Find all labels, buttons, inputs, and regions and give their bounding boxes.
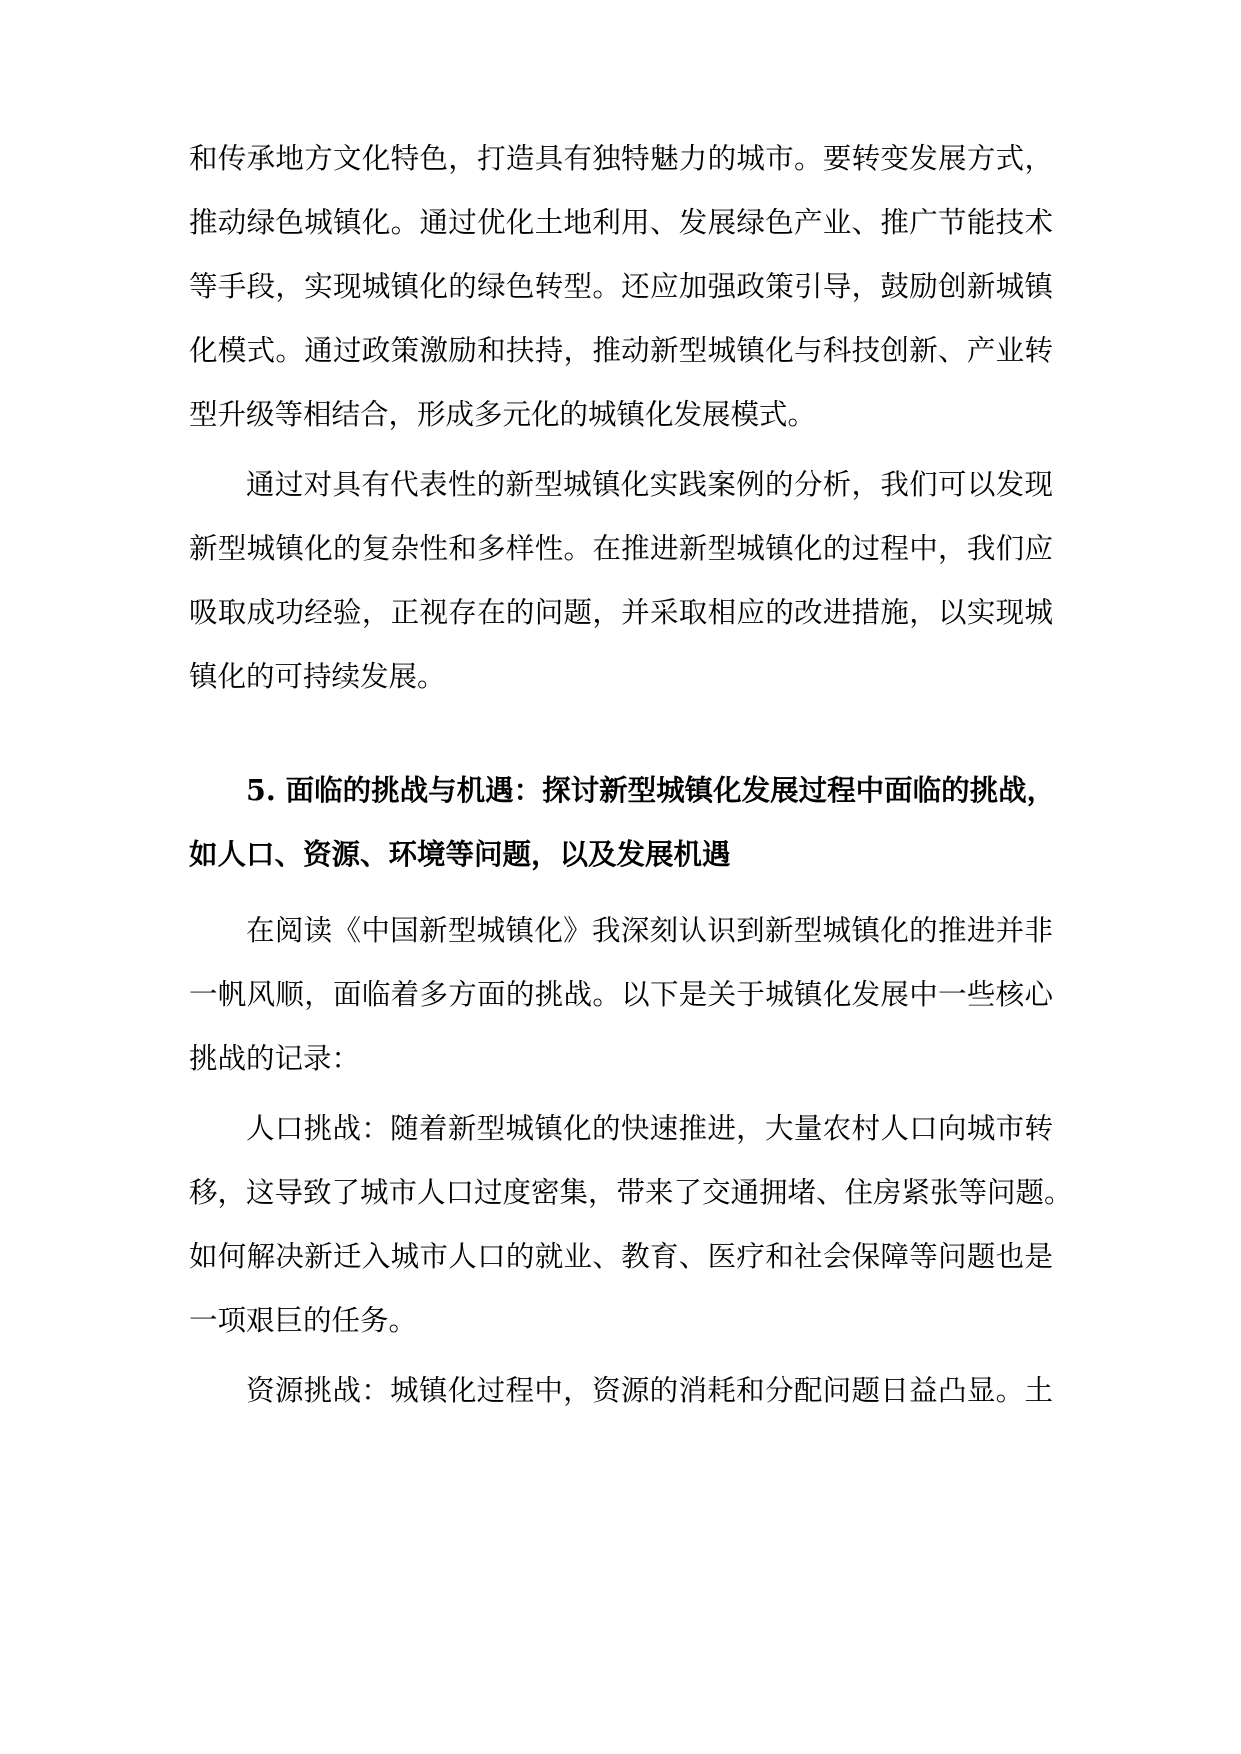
text-line: 移，这导致了城市人口过度密集，带来了交通拥堵、住房紧张等问题。 [189, 1176, 1073, 1209]
text-line: 如何解决新迁入城市人口的就业、教育、医疗和社会保障等问题也是 [189, 1240, 1053, 1273]
text-line: 型升级等相结合，形成多元化的城镇化发展模式。 [189, 398, 817, 431]
text-line: 化模式。通过政策激励和扶持，推动新型城镇化与科技创新、产业转 [189, 334, 1053, 367]
text-line: 一帆风顺，面临着多方面的挑战。以下是关于城镇化发展中一些核心 [189, 978, 1053, 1011]
text-line: 挑战的记录： [189, 1042, 361, 1075]
text-line: 通过对具有代表性的新型城镇化实践案例的分析，我们可以发现 [246, 468, 1053, 501]
text-line: 等手段，实现城镇化的绿色转型。还应加强政策引导，鼓励创新城镇 [189, 270, 1053, 303]
heading-line: 如人口、资源、环境等问题，以及发展机遇 [189, 837, 731, 871]
text-line: 资源挑战：城镇化过程中，资源的消耗和分配问题日益凸显。土 [246, 1374, 1053, 1407]
text-line: 一项艰巨的任务。 [189, 1304, 418, 1337]
text-line: 吸取成功经验，正视存在的问题，并采取相应的改进措施，以实现城 [189, 596, 1053, 629]
text-line: 新型城镇化的复杂性和多样性。在推进新型城镇化的过程中，我们应 [189, 532, 1053, 565]
text-line: 和传承地方文化特色，打造具有独特魅力的城市。要转变发展方式， [189, 142, 1053, 175]
text-line: 人口挑战：随着新型城镇化的快速推进，大量农村人口向城市转 [246, 1112, 1053, 1145]
text-line: 在阅读《中国新型城镇化》我深刻认识到新型城镇化的推进并非 [246, 914, 1053, 947]
heading-line: 5. 面临的挑战与机遇：探讨新型城镇化发展过程中面临的挑战， [246, 773, 1056, 807]
text-line: 镇化的可持续发展。 [189, 660, 446, 693]
text-line: 推动绿色城镇化。通过优化土地利用、发展绿色产业、推广节能技术 [189, 206, 1053, 239]
